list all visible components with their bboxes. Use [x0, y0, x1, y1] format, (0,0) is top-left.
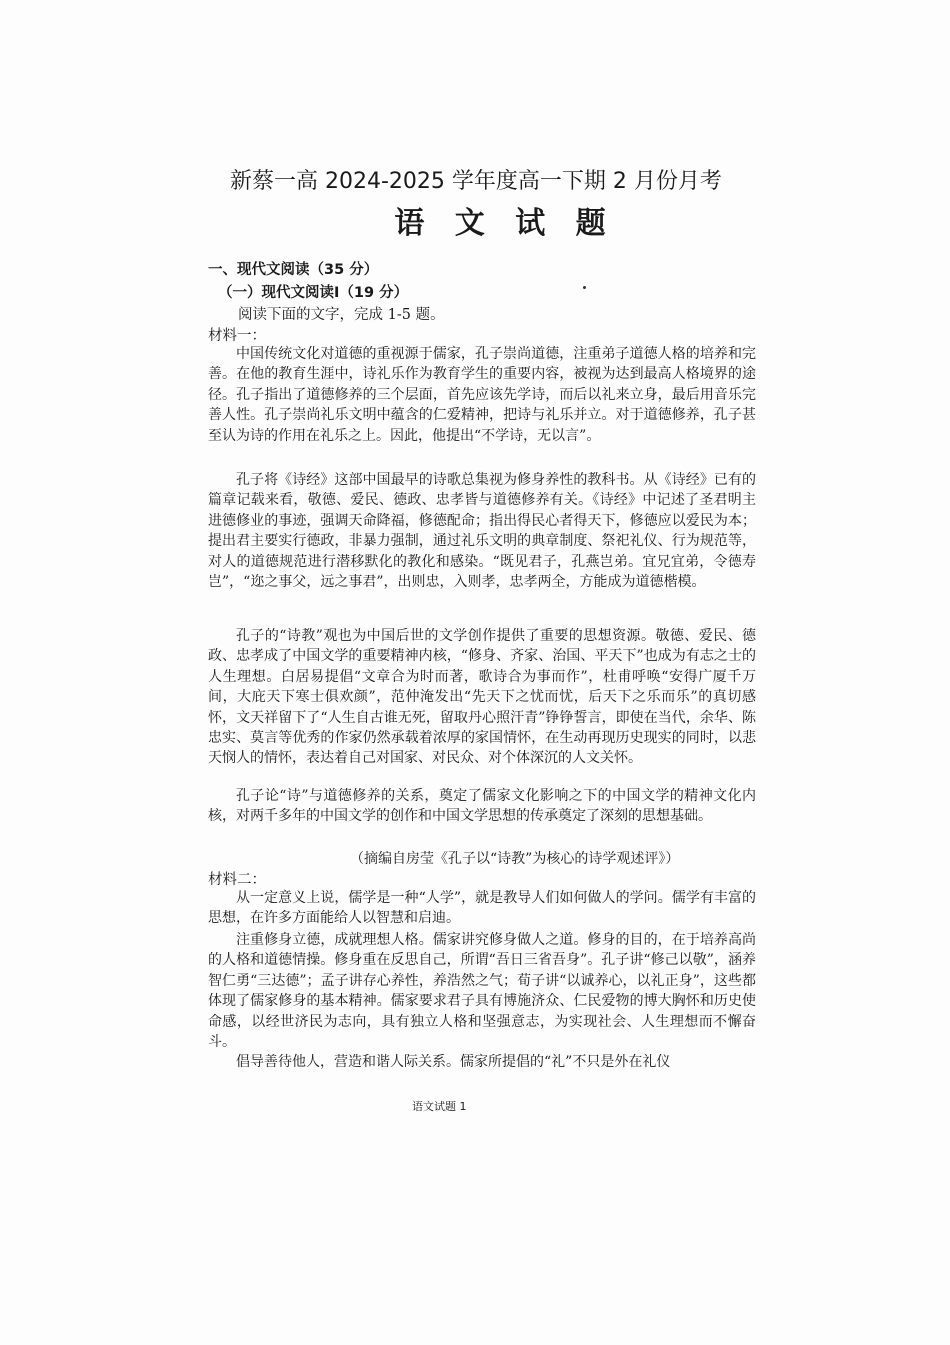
stray-mark	[583, 286, 586, 289]
page-footer: 语文试题 1	[412, 1100, 467, 1113]
material-1-citation: （摘编自房莹《孔子以“诗教”为核心的诗学观述评》）	[350, 851, 680, 867]
material-2-label: 材料二：	[208, 872, 266, 888]
material-1-paragraph: 孔子论“诗”与道德修养的关系，奠定了儒家文化影响之下的中国文学的精神文化内核，对两千多年的中国文学的创作和中国文学思想的传承奠定了深刻的思想基础。	[208, 788, 756, 825]
material-2-paragraph: 从一定意义上说，儒学是一种“人学”，就是教导人们如何做人的学问。儒学有丰富的思想，在许多方面能给人以智慧和启迪。	[208, 890, 756, 927]
material-1-paragraph: 孔子的“诗教”观也为中国后世的文学创作提供了重要的思想资源。敬德、爱民、德政、忠孝成了中国文学的重要精神内核，“修身、齐家、治国、平天下”也成为有志之士的人生理想。白居易提倡“文章合为时而著，歌诗合为事而作”，杜甫呼唤“安得广厦千万间，大庇天下寒士俱欢颜”，范仲淹发出“先天下之忧而忧，后天下之乐而乐”的真切感怀，文天祥留下了“人生自古谁无死，留取丹心照汗青”铮铮誓言，即使在当代，余华、陈忠实、莫言等优秀的作家仍然承载着浓厚的家国情怀，在生动再现历史现实的同时，以悲天悯人的情怀，表达着自己对国家、对民众、对个体深沉的人文关怀。	[208, 628, 756, 767]
material-1-label: 材料一：	[208, 328, 266, 344]
material-1-paragraph: 中国传统文化对道德的重视源于儒家，孔子崇尚道德，注重弟子道德人格的培养和完善。在他的教育生涯中，诗礼乐作为教育学生的重要内容，被视为达到最高人格境界的途径。孔子指出了道德修养的三个层面，首先应该先学诗，而后以礼来立身，最后用音乐完善人性。孔子崇尚礼乐文明中蕴含的仁爱精神，把诗与礼乐并立。对于道德修养，孔子甚至认为诗的作用在礼乐之上。因此，他提出“不学诗，无以言”。	[208, 346, 756, 444]
exam-header: 新蔡一高 2024-2025 学年度高一下期 2 月份月考	[230, 169, 722, 194]
material-2-paragraph: 注重修身立德，成就理想人格。儒家讲究修身做人之道。修身的目的，在于培养高尚的人格和道德情操。修身重在反思自己，所谓“吾日三省吾身”。孔子讲“修己以敬”，涵养智仁勇“三达德”；孟子讲存心养性，养浩然之气；荀子讲“以诚养心，以礼正身”，这些都体现了儒家修身的基本精神。儒家要求君子具有博施济众、仁民爱物的博大胸怀和历史使命感，以经世济民为志向，具有独立人格和坚强意志，为实现社会、人生理想而不懈奋斗。	[208, 932, 756, 1051]
page-title: 语 文 试 题	[394, 206, 616, 241]
section-heading: 一、现代文阅读（35 分）	[208, 262, 379, 278]
material-2-paragraph: 倡导善待他人，营造和谐人际关系。儒家所提倡的“礼”不只是外在礼仪	[236, 1054, 671, 1070]
material-1-paragraph: 孔子将《诗经》这部中国最早的诗歌总集视为修身养性的教科书。从《诗经》已有的篇章记载来看，敬德、爱民、德政、忠孝皆与道德修养有关。《诗经》中记述了圣君明主进德修业的事迹，强调天命降福，修德配命；指出得民心者得天下，修德应以爱民为本；提出君主要实行德政，非暴力强制，通过礼乐文明的典章制度、祭祀礼仪、行为规范等，对人的道德规范进行潜移默化的教化和感染。“既见君子，孔燕岂弟。宜兄宜弟，令德寿岂”，“迩之事父，远之事君”，出则忠，入则孝，忠孝两全，方能成为道德楷模。	[208, 472, 756, 591]
instruction-text: 阅读下面的文字，完成 1-5 题。	[238, 307, 445, 323]
subsection-heading: （一）现代文阅读Ⅰ（19 分）	[218, 285, 409, 301]
